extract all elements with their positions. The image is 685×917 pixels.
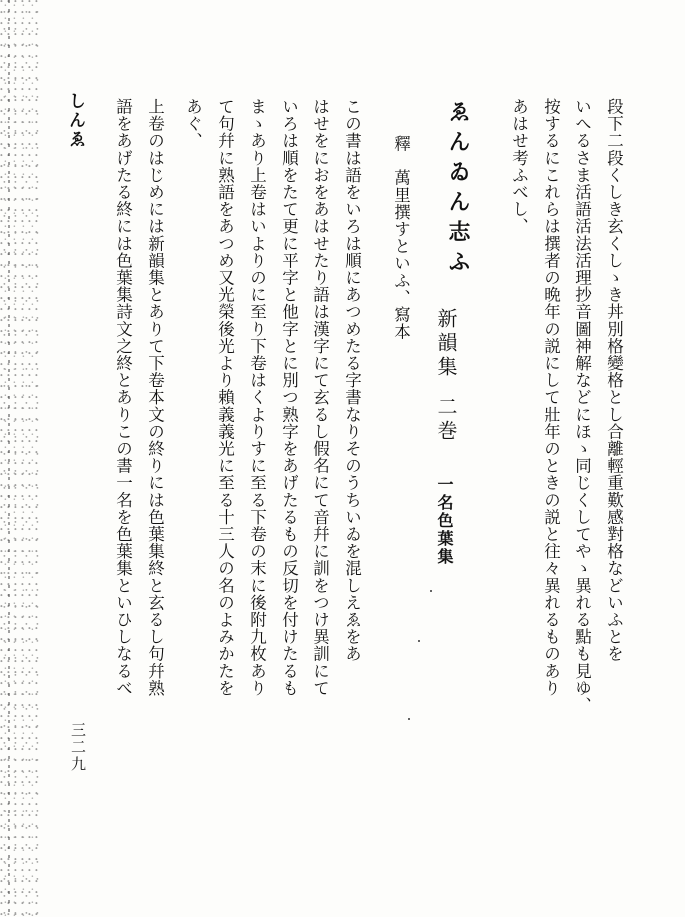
alternate-name: 一名色葉集 bbox=[435, 476, 454, 566]
volume-count: 二巻 bbox=[434, 396, 458, 444]
running-header: しんゑ bbox=[65, 92, 85, 149]
text-column: はせをにおをあはせたり語は漢字にて玄るし假名にて音幷に訓をつけ異訓にて bbox=[310, 98, 330, 697]
page-number: 三二九 bbox=[69, 722, 87, 773]
scan-edge-speckle bbox=[0, 0, 40, 917]
scan-speck bbox=[408, 718, 410, 720]
text-column: 語をあげたる終には色葉集詩文之終とありこの書一名を色葉集といひしなるべ bbox=[113, 98, 133, 697]
scan-speck bbox=[430, 590, 432, 592]
section-heading: ゑんゐん志ふ bbox=[445, 100, 471, 280]
attribution-note: 釋 萬里撰すといふ、寫本 bbox=[391, 135, 411, 341]
text-column: あはせ考ふべし、 bbox=[509, 98, 529, 235]
text-column: この書は語をいろは順にあつめたる字書なりそのうちいゐを混しえゑをあ bbox=[342, 98, 362, 663]
text-column: いへるさま活語活法活理抄音圖神解などにほゝ同じくしてやゝ異れる點も見ゆ、 bbox=[572, 98, 592, 714]
scan-edge-line bbox=[8, 0, 10, 917]
scan-speck bbox=[418, 640, 420, 642]
text-column: いろは順をたて更に平字と他字とに別つ熟字をあげたるもの反切を付けたるも bbox=[279, 98, 299, 697]
text-column: 按するにこれらは撰者の晩年の説にして壯年のときの説と往々異れるものあり bbox=[541, 98, 561, 697]
text-column: あぐ、 bbox=[183, 98, 203, 150]
text-column: て句幷に熟語をあつめ又光榮後光より賴義義光に至る十三人の名のよみかたを bbox=[215, 98, 235, 697]
text-column: 上卷のはじめには新韻集とありて下卷本文の終りには色葉集終と玄るし句幷熟 bbox=[145, 98, 165, 697]
text-column: まゝあり上卷はいよりのに至り下卷はくよりすに至る下卷の末に後附九枚あり bbox=[247, 98, 267, 697]
text-column: 段下二段くしき玄くしゝき丼別格變格とし合離輕重歎感對格などいふとを bbox=[604, 98, 624, 663]
work-title: 新韻集 bbox=[434, 308, 458, 380]
